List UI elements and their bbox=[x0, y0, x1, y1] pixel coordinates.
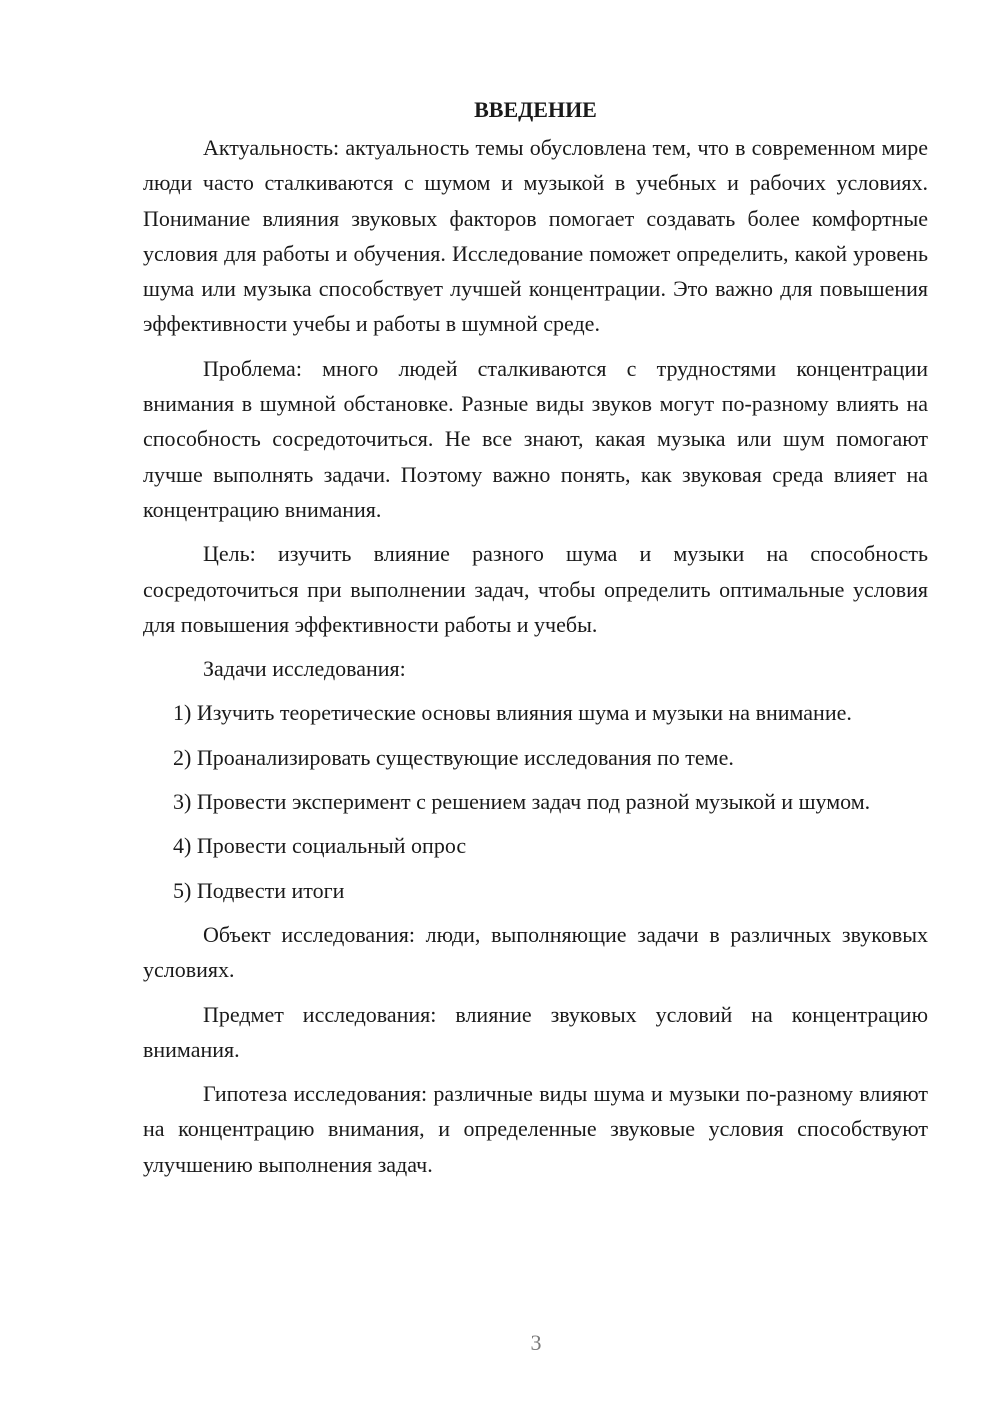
task-item-1: 1) Изучить теоретические основы влияния шума и музыки на внимание. bbox=[173, 700, 852, 726]
paragraph-goal: Цель: изучить влияние разного шума и музыки на способность сосредоточиться при выполнении задач, чтобы определить оптимальные условия для повышения эффективности работы и учебы. bbox=[143, 541, 928, 637]
task-item-3: 3) Провести эксперимент с решением задач под разной музыкой и шумом. bbox=[173, 789, 871, 815]
paragraph-relevance: Актуальность: актуальность темы обусловлена тем, что в современном мире люди часто сталкиваются с шумом и музыкой в учебных и рабочих условиях. Понимание влияния звуковых факторов помогает создавать более комфортные условия для работы и обучения. Исследование поможет определить, какой уровень шума или музыка способствует лучшей концентрации. Это важно для повышения эффективности учебы и работы в шумной среде. bbox=[143, 135, 928, 337]
task-item-5: 5) Подвести итоги bbox=[173, 877, 345, 903]
page-number: 3 bbox=[530, 1330, 542, 1355]
document-page bbox=[143, 92, 928, 1191]
task-item-2: 2) Проанализировать существующие исследования по теме. bbox=[173, 744, 734, 770]
task-item-4: 4) Провести социальный опрос bbox=[173, 833, 467, 859]
paragraph-hypothesis: Гипотеза исследования: различные виды шума и музыки по-разному влияют на концентрацию внимания, и определенные звуковые условия способствуют улучшению выполнения задач. bbox=[143, 1081, 928, 1177]
paragraph-problem: Проблема: много людей сталкиваются с трудностями концентрации внимания в шумной обстановке. Разные виды звуков могут по-разному влиять на способность сосредоточиться. Не все знают, какая музыка или шум помогают лучше выполнять задачи. Поэтому важно понять, как звуковая среда влияет на концентрацию внимания. bbox=[143, 355, 928, 522]
paragraph-subject: Предмет исследования: влияние звуковых условий на концентрацию внимания. bbox=[143, 1001, 928, 1062]
tasks-title: Задачи исследования: bbox=[203, 656, 406, 682]
paragraph-object: Объект исследования: люди, выполняющие задачи в различных звуковых условиях. bbox=[143, 921, 928, 983]
document-heading: ВВЕДЕНИЕ bbox=[474, 97, 597, 122]
